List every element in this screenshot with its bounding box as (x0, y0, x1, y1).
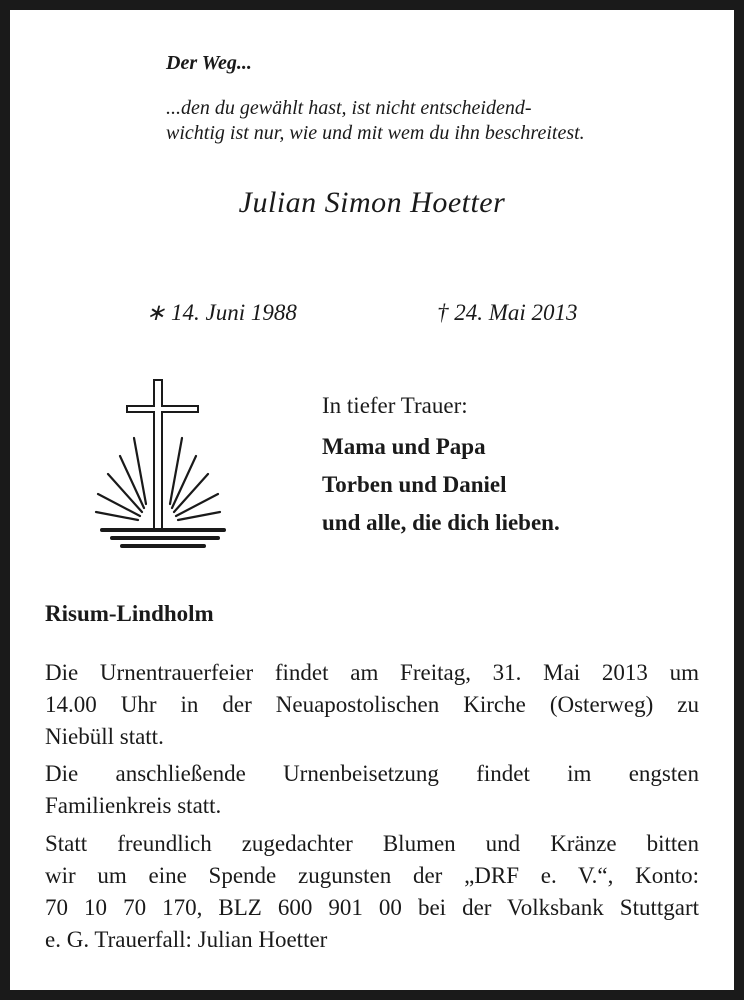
paragraph-line: Die Urnentrauerfeier findet am Freitag, 31. Mai 2013 um (45, 660, 699, 685)
donation-paragraph (45, 828, 699, 956)
place-heading: Risum-Lindholm (45, 601, 214, 626)
paragraph-line: 14.00 Uhr in der Neuapostolischen Kirche (Osterweg) zu (45, 692, 699, 717)
paragraph-line: Statt freundlich zugedachter Blumen und Kränze bitten (45, 831, 699, 856)
mourner-line: Mama und Papa (322, 434, 486, 459)
death-date: † 24. Mai 2013 (437, 300, 578, 325)
paragraph-line: e. G. Trauerfall: Julian Hoetter (45, 927, 328, 952)
cross-sunrise-icon (90, 376, 240, 556)
mourner-line: und alle, die dich lieben. (322, 510, 560, 535)
quote-title: Der Weg... (166, 52, 252, 74)
paragraph-line: wir um eine Spende zugunsten der „DRF e. V.“, Konto: (45, 863, 699, 888)
deceased-name: Julian Simon Hoetter (238, 186, 506, 219)
paragraph-line: Niebüll statt. (45, 724, 164, 749)
mourner-line: Torben und Daniel (322, 472, 507, 497)
birth-date: ∗ 14. Juni 1988 (146, 300, 297, 325)
paragraph-line: Familienkreis statt. (45, 793, 222, 818)
mourners-intro: In tiefer Trauer: (322, 393, 468, 418)
burial-paragraph (45, 758, 699, 822)
quote-line: ...den du gewählt hast, ist nicht entscheidend- (166, 97, 532, 119)
paragraph-line: Die anschließende Urnenbeisetzung findet im engsten (45, 761, 699, 786)
ceremony-paragraph (45, 657, 699, 753)
paragraph-line: 70 10 70 170, BLZ 600 901 00 bei der Volksbank Stuttgart (45, 895, 699, 920)
quote-line: wichtig ist nur, wie und mit wem du ihn beschreitest. (166, 122, 585, 144)
